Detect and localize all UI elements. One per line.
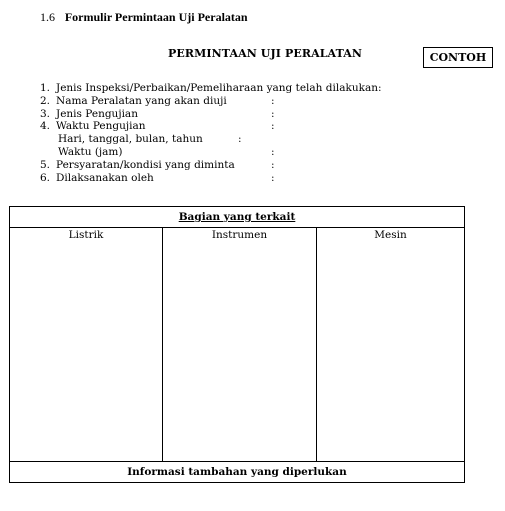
item-label: Waktu (jam) [58, 145, 123, 158]
section-title: Formulir Permintaan Uji Peralatan [64, 10, 248, 24]
item-number: 5. [40, 158, 51, 171]
item-number: 1. [40, 82, 51, 94]
item-label: Jenis Pengujian [56, 107, 138, 120]
item-label: Jenis Inspeksi/Perbaikan/Pemeliharaan yang telah dilakukan: [56, 82, 382, 94]
form-item-requirements [40, 159, 420, 172]
column-instrument[interactable]: Instrumen [163, 228, 317, 462]
form-item-hour [40, 146, 420, 159]
item-colon: : [238, 133, 242, 146]
form-item-equipment-name [40, 95, 420, 108]
item-colon: : [271, 120, 275, 133]
form-item-executed-by [40, 172, 420, 185]
form-item-inspection-type [40, 82, 420, 95]
item-label: Hari, tanggal, bulan, tahun [58, 133, 203, 146]
item-label: Dilaksanakan oleh [56, 171, 154, 184]
item-number: 6. [40, 171, 51, 184]
item-number: 3. [40, 107, 51, 120]
table-footer: Informasi tambahan yang diperlukan [10, 462, 465, 483]
table-header: Bagian yang terkait [10, 207, 465, 228]
column-mechanical[interactable]: Mesin [317, 228, 465, 462]
item-colon: : [271, 145, 275, 158]
section-heading [40, 10, 248, 25]
item-colon: : [271, 171, 275, 184]
section-number: 1.6 [40, 10, 55, 24]
item-colon: : [271, 107, 275, 120]
item-number: 4. [40, 120, 51, 133]
item-label: Waktu Pengujian [56, 120, 146, 133]
item-label: Persyaratan/kondisi yang diminta [56, 158, 235, 171]
item-colon: : [271, 94, 275, 107]
example-badge: CONTOH [423, 47, 493, 68]
item-label: Nama Peralatan yang akan diuji [56, 94, 227, 107]
column-electrical[interactable]: Listrik [10, 228, 163, 462]
item-colon: : [271, 158, 275, 171]
form-item-test-time [40, 120, 420, 133]
related-departments-table [9, 206, 465, 483]
form-item-test-type [40, 108, 420, 121]
form-item-date [40, 133, 420, 146]
form-items-list [40, 82, 420, 184]
form-title: PERMINTAAN UJI PERALATAN [168, 47, 363, 60]
item-number: 2. [40, 94, 51, 107]
